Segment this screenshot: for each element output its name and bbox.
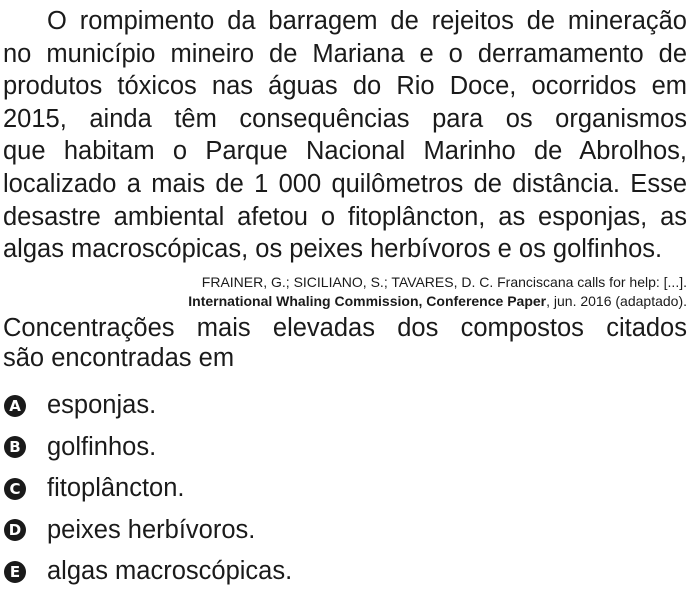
option-a[interactable]	[3, 385, 687, 427]
source-citation	[3, 273, 687, 311]
question-stem	[3, 313, 687, 373]
citation-publication	[3, 292, 687, 311]
question-page	[3, 5, 687, 592]
context-paragraph	[3, 5, 687, 266]
question-line: são encontradas em	[3, 343, 235, 372]
option-text: peixes herbívoros.	[47, 515, 256, 544]
paragraph-line: algas macroscópicas, os peixes herbívoros e os golfinhos.	[3, 235, 663, 264]
citation-venue: International Whaling Commission, Conference Paper	[188, 292, 547, 309]
option-b[interactable]	[3, 426, 687, 468]
answer-options	[3, 385, 687, 592]
paragraph-line: O rompimento da barragem de rejeitos de mineração	[47, 7, 687, 35]
option-text: algas macroscópicas.	[47, 557, 293, 585]
paragraph-line: localizado a mais de 1 000 quilômetros de distância. Esse	[3, 169, 687, 198]
citation-authors: FRAINER, G.; SICILIANO, S.; TAVARES, D. C. Franciscana calls for help: [...].	[201, 273, 687, 290]
option-text: fitoplâncton.	[47, 474, 185, 502]
option-text: golfinhos.	[47, 432, 157, 461]
option-c[interactable]	[3, 468, 687, 510]
option-letter-badge: A	[4, 395, 26, 417]
paragraph-line: desastre ambiental afetou o fitoplâncton, as esponjas, as	[3, 202, 687, 231]
option-letter-badge: D	[4, 519, 26, 541]
option-text: esponjas.	[47, 391, 157, 419]
option-d[interactable]	[3, 509, 687, 551]
option-e[interactable]	[3, 551, 687, 592]
option-letter-badge: C	[4, 478, 26, 500]
paragraph-line: que habitam o Parque Nacional Marinho de Abrolhos,	[3, 137, 687, 166]
citation-date: , jun. 2016 (adaptado).	[546, 292, 687, 309]
option-letter-badge: B	[4, 436, 26, 458]
paragraph-line: no município mineiro de Mariana e o derramamento de	[3, 39, 687, 68]
question-line: Concentrações mais elevadas dos compostos citados	[3, 313, 687, 342]
paragraph-line: produtos tóxicos nas águas do Rio Doce, ocorridos em	[3, 72, 687, 101]
paragraph-line: 2015, ainda têm consequências para os organismos	[3, 104, 687, 133]
option-letter-badge: E	[4, 561, 26, 583]
